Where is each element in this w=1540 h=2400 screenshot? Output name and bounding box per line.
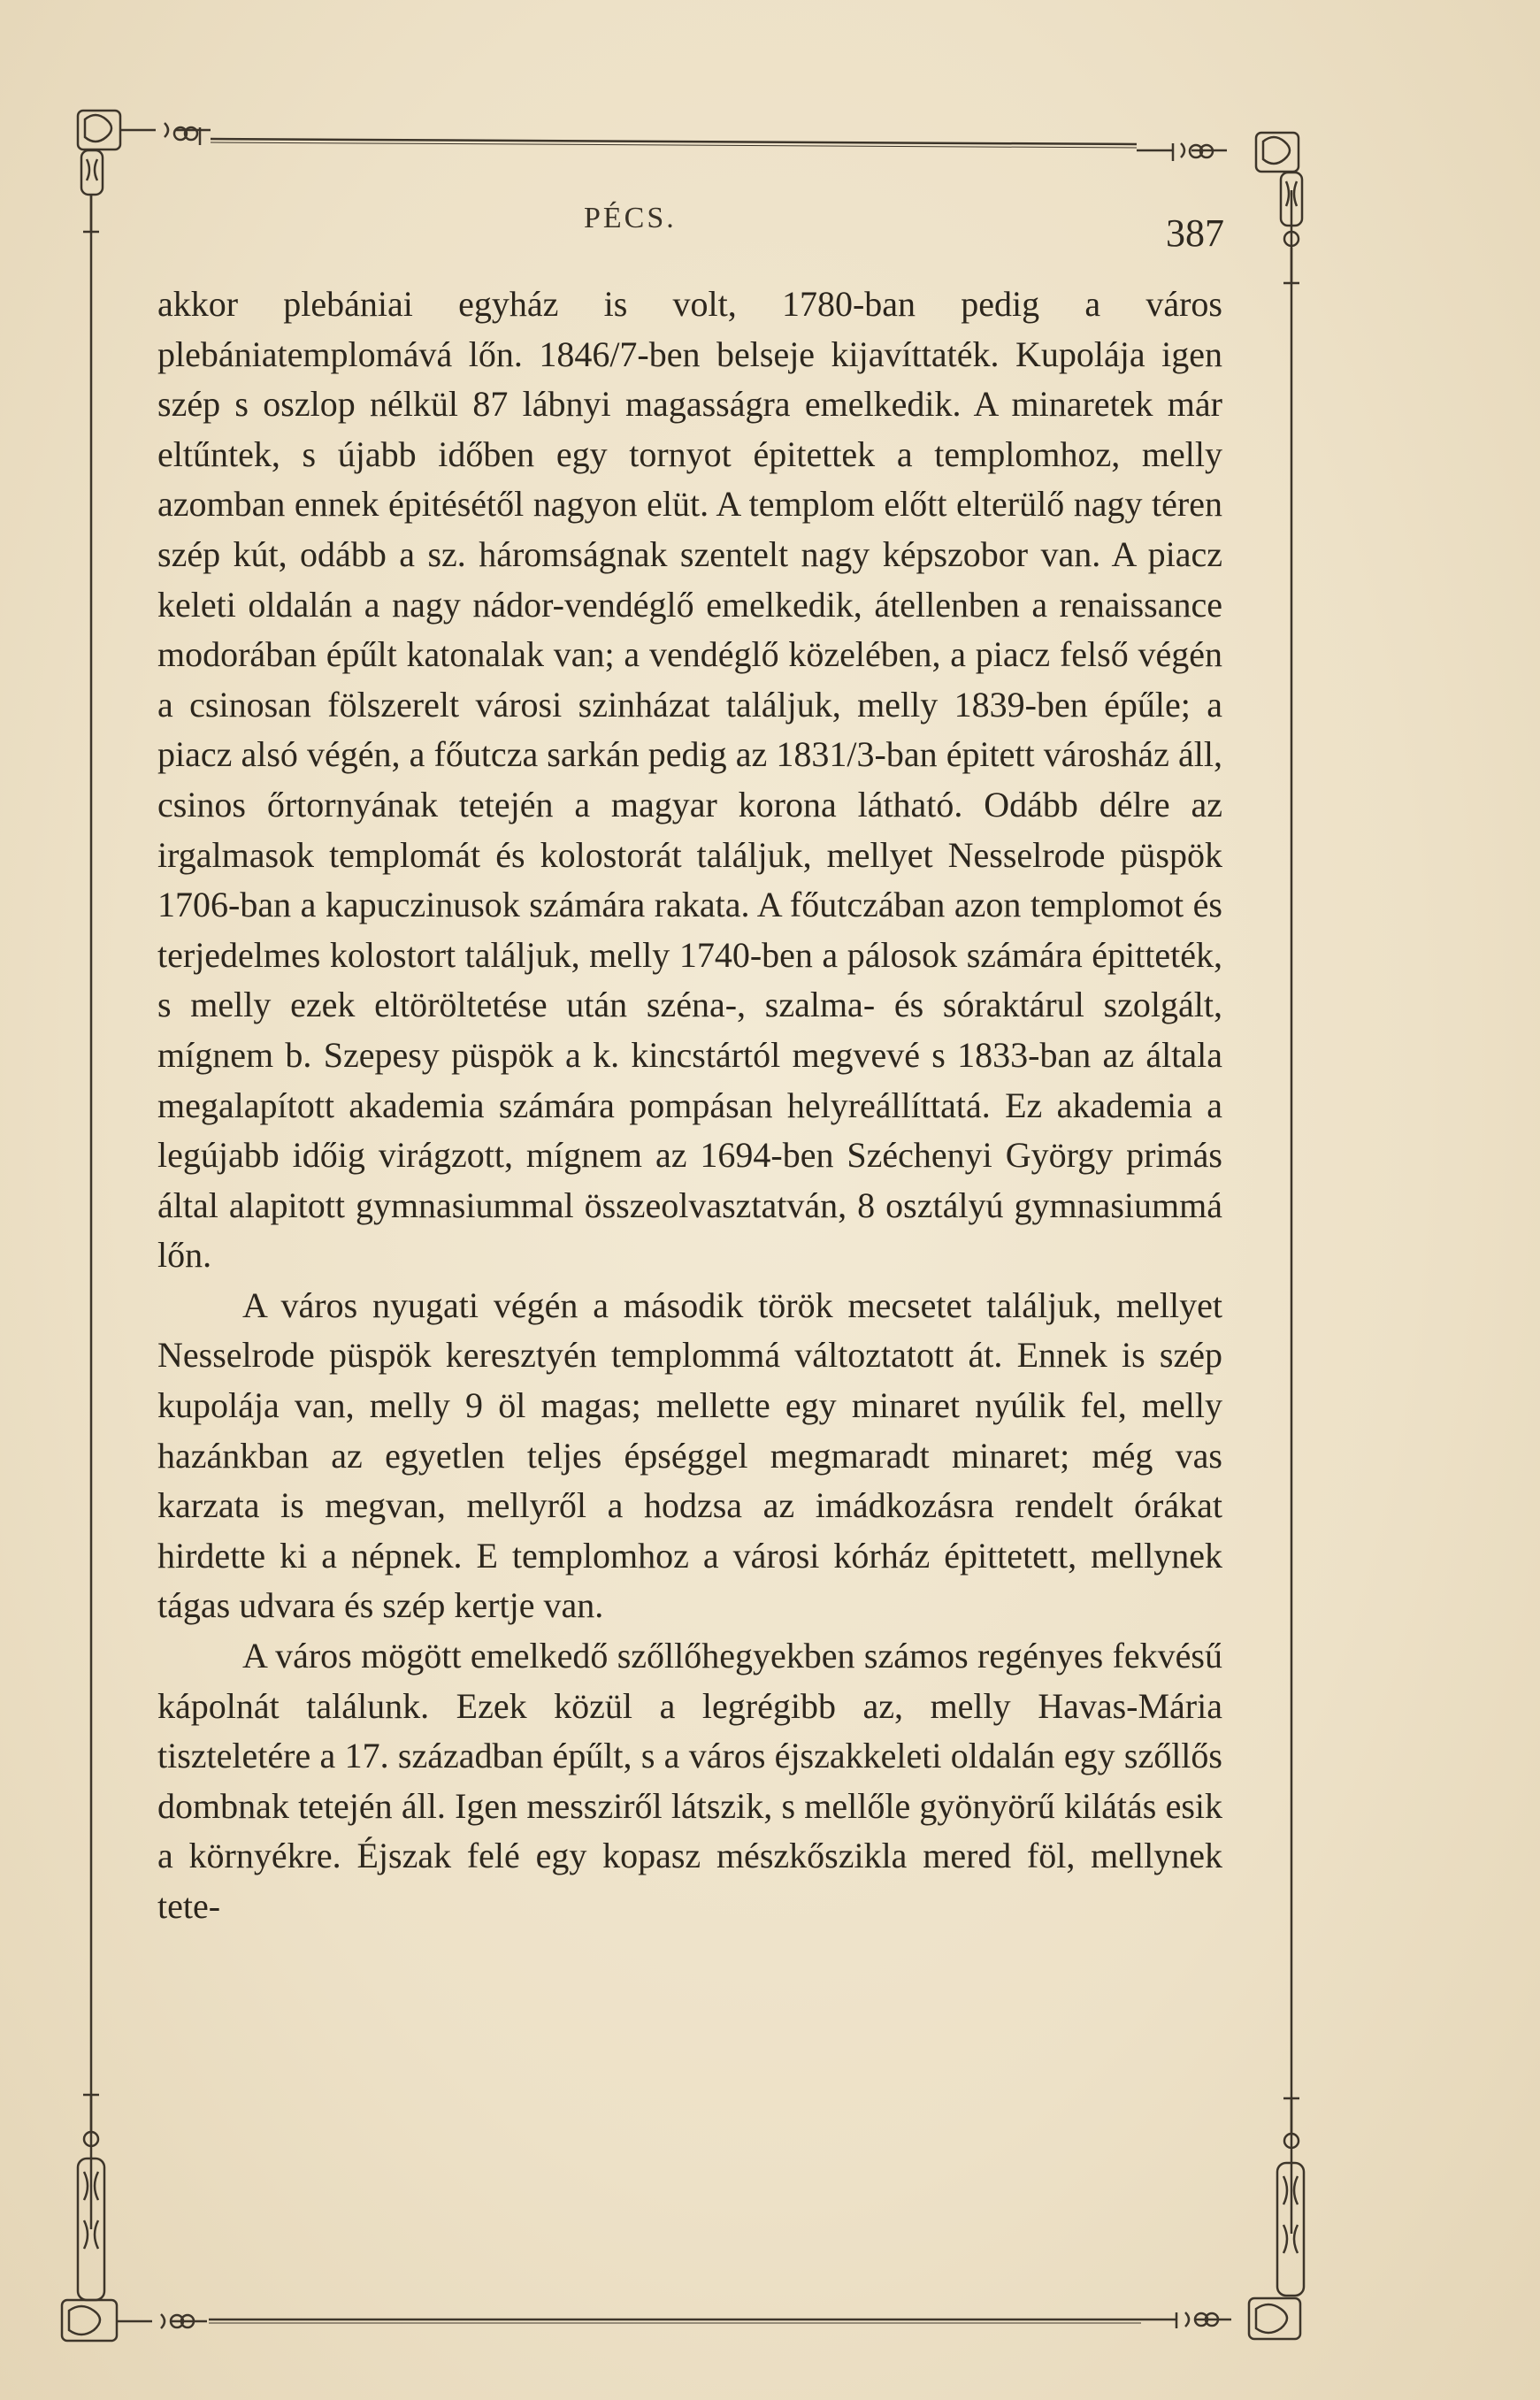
corner-ornament-top-left	[78, 111, 211, 232]
paragraph-2: A város nyugati végén a második török mecsetet találjuk, mellyet Nesselrode püspök keresztyén templommá változtatott át. Ennek is szép kupolája van, melly 9 öl magas; mellette egy minaret nyúlik fel, melly hazánkban az egyetlen teljes épséggel megmaradt minaret; még vas karzata is megvan, mellyről a hodzsa az imádkozásra rendelt órákat hirdette ki a népnek. E templomhoz a városi kórház épittetett, mellynek tágas udvara és szép kertje van.	[157, 1284, 1222, 1626]
paragraph-1: akkor plebániai egyház is volt, 1780-ban pedig a város plebániatemplomává lőn. 1846/7-ben belseje kijavíttaték. Kupolája igen szép s oszlop nélkül 87 lábnyi magasságra emelkedik. A minaretek már eltűntek, s újabb időben egy tornyot épitettek a templomhoz, melly azomban ennek épitésétől nagyon elüt. A templom előtt elterülő nagy téren szép kút, odább a sz. háromságnak szentelt nagy képszobor van. A piacz keleti oldalán a nagy nádor-vendéglő emelkedik, átellenben a renaissance modorában épűlt katonalak van; a vendéglő közelében, a piacz felső végén a csinosan fölszerelt városi szinházat találjuk, melly 1839-ben épűle; a piacz alsó végén, a főutcza sarkán pedig az 1831/3-ban épitett városház áll, csinos őrtornyának tetején a magyar korona látható. Odább délre az irgalmasok templomát és kolostorát találjuk, mellyet Nesselrode püspök 1706-ban a kapuczinusok számára rakata. A főutczában azon templomot és terjedelmes kolostort találjuk, melly 1740-ben a pálosok számára épitteték, s melly ezek eltöröltetése után széna-, szalma- és sóraktárul szolgált, mígnem b. Szepesy püspök a k. kincstártól megvevé s 1833-ban az általa megalapított akademia számára pompásan helyreállíttatá. Ez akademia a legújabb időig virágzott, mígnem az 1694-ben Széchenyi György primás által alapitott gymnasiummal összeolvasztatván, 8 osztályú gymnasiummá lőn.	[157, 284, 1222, 1276]
corner-ornament-bottom-left	[62, 2095, 207, 2341]
paragraph-3: A város mögött emelkedő szőllőhegyekben számos regényes fekvésű kápolnát találunk. Ezek közül a legrégibb az, melly Havas-Mária tiszteletére a 17. században épűlt, s a város éjszakkeleti oldalán egy szőllős dombnak tetején áll. Igen messziről látszik, s mellőle gyönyörű kilátás esik a környékre. Éjszak felé egy kopasz mészkősziklа mered föl, mellynek tete-	[157, 1636, 1222, 1926]
body-text	[157, 280, 1222, 1932]
page-number: 387	[1166, 211, 1224, 255]
running-title: PÉCS.	[584, 202, 677, 234]
corner-ornament-top-right	[1137, 133, 1302, 283]
corner-ornament-bottom-right	[1141, 2098, 1304, 2339]
